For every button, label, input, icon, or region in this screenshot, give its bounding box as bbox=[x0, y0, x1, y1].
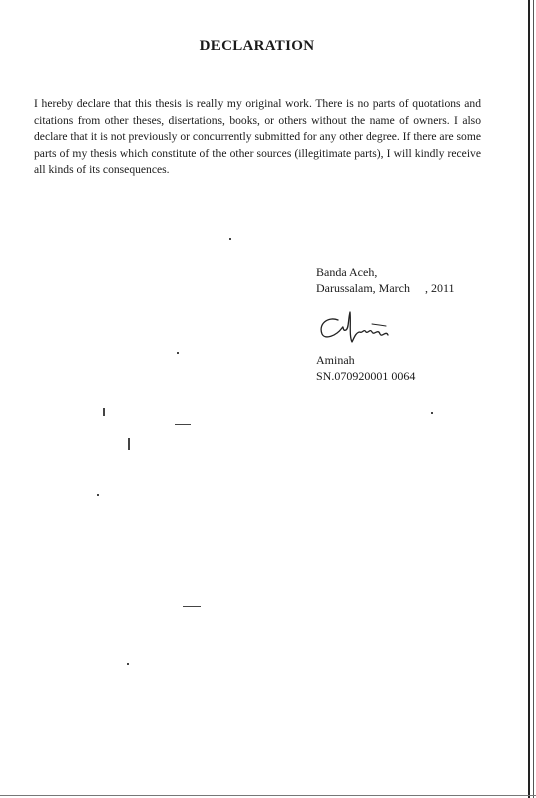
student-number: SN.070920001 0064 bbox=[316, 369, 416, 383]
scan-speck bbox=[103, 408, 105, 416]
scan-speck bbox=[183, 606, 201, 607]
scan-speck bbox=[97, 494, 99, 496]
scan-speck bbox=[177, 352, 179, 354]
place-date-block bbox=[316, 264, 506, 296]
page-border-bottom bbox=[0, 795, 536, 796]
signatory-name: Aminah bbox=[316, 353, 355, 367]
page-border-right bbox=[528, 0, 530, 798]
scan-speck bbox=[127, 663, 129, 665]
place-line-1: Banda Aceh, bbox=[316, 265, 378, 279]
signatory-block bbox=[316, 352, 506, 384]
declaration-title: DECLARATION bbox=[199, 38, 315, 54]
scan-speck bbox=[229, 238, 231, 240]
page-border-right-inner bbox=[533, 0, 534, 798]
scan-speck bbox=[128, 438, 130, 450]
declaration-paragraph: I hereby declare that this thesis is really my original work. There is no parts of quotations and citations from other theses, disertations, books, or others without the name of owners. I also declare that it is not previously or concurrently submitted for any other degree. If there are some parts of my thesis which constitute of the other sources (illegitimate parts), I will kindly receive all kinds of its consequences. bbox=[34, 97, 481, 177]
place-date-line: Darussalam, March , 2011 bbox=[316, 281, 455, 295]
handwritten-signature bbox=[316, 302, 396, 346]
scan-speck bbox=[175, 424, 191, 425]
scan-speck bbox=[431, 412, 433, 414]
